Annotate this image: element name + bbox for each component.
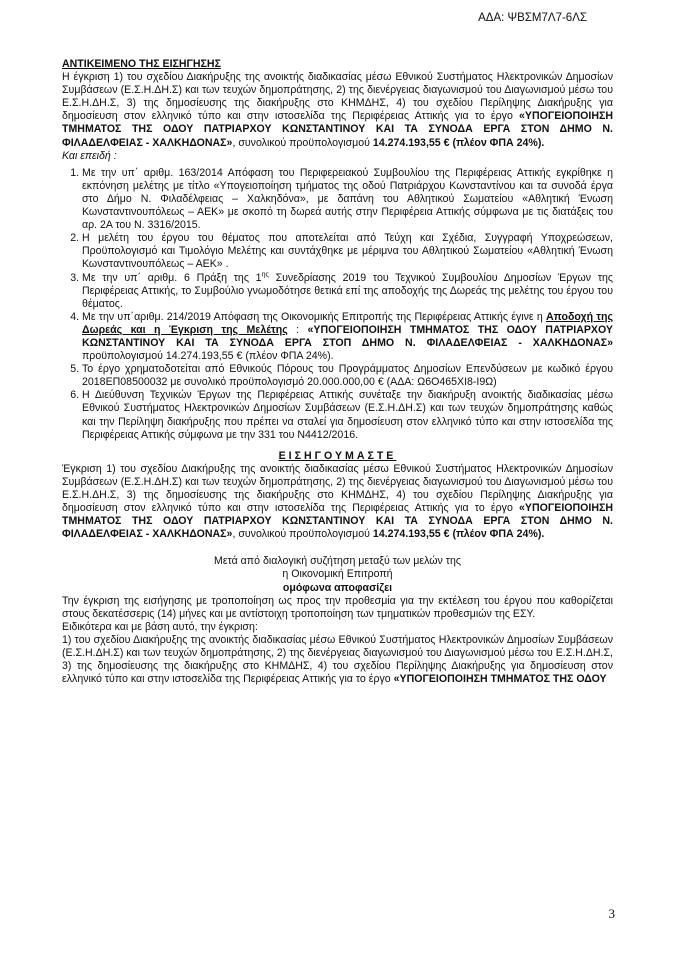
item-text: :	[287, 323, 308, 336]
subject-paragraph	[62, 71, 613, 150]
list-item: 2. Η μελέτη του έργου του θέματος που αποτελείται από Τεύχη και Σχέδια, Συγγραφή Υποχρεώσεων, Προϋπολογισμό και Τιμολόγιο Μελέτης και συντάχθηκε με μέριμνα του Αθλητικού Σωματείου «Αθλητική Ένωση Κωνσταντινουπόλεως – ΑΕΚ» .	[82, 232, 613, 271]
subject-budget: 14.274.193,55 € (πλέον ΦΠΑ 24%).	[372, 136, 545, 149]
decision-project: «ΥΠΟΓΕΙΟΠΟΙΗΣΗ ΤΜΗΜΑΤΟΣ ΤΗΣ ΟΔΟΥ	[393, 673, 607, 686]
proposal-budget-label: , συνολικού προϋπολογισμού	[232, 528, 373, 541]
item-text: προϋπολογισμού 14.274.193,55 € (πλέον ΦΠΑ 24%).	[82, 350, 334, 363]
decision-text-2: Ειδικότερα και με βάση αυτό, την έγκριση:	[62, 620, 258, 633]
item-superscript: ης	[261, 270, 269, 278]
list-item: 5. Το έργο χρηματοδοτείται από Εθνικούς Πόρους του Προγράμματος Δημοσίων Επενδύσεων με κωδικό έργου 2018ΕΠ08500032 με συνολικό προϋπολογισμό 20.000.000,00 € (ΑΔΑ: Ω6Ο465ΧΙ8-Ι9Ω)	[82, 363, 613, 389]
list-item: 6. Η Διεύθυνση Τεχνικών Έργων της Περιφέρειας Αττικής συνέταξε την διακήρυξη ανοικτής διαδικασίας μέσω Εθνικού Συστήματος Ηλεκτρονικών Δημοσίων Συμβάσεων (Ε.Σ.Η.ΔΗ.Σ) και των τευχών δημοπράτησης καθώς και την Περίληψη διακήρυξης που πρέπει να σταλεί για δημοσίευση στον ελληνικό τύπο και στην ιστοσελίδα της Περιφέρειας Αττικής σύμφωνα με την 331 του Ν4412/2016.	[82, 389, 613, 441]
reasons-list	[62, 167, 613, 442]
ada-code: ΑΔΑ: ΨΒΣΜ7Λ7-6ΛΣ	[478, 12, 587, 24]
decision-body: 1) του σχεδίου Διακήρυξης της ανοικτής διαδικασίας μέσω Εθνικού Συστήματος Ηλεκτρονικών Δημοσίων Συμβάσεων (Ε.Σ.Η.ΔΗ.Σ) και των τευχών δημοπράτησης, 2) της διενέργειας διαγωνισμού του Διαγωνισμού μέσω του Ε.Σ.Η.ΔΗ.Σ, 3) της δημοσίευσης της διακήρυξης στο ΚΗΜΔΗΣ, 4) του σχεδίου Περίληψης Διακήρυξης για δημοσίευση στον ελληνικό τύπο και στην ιστοσελίδα της Περιφέρειας Αττικής για το έργο	[62, 633, 613, 686]
subject-text: Η έγκριση 1) του σχεδίου Διακήρυξης της ανοικτής διαδικασίας μέσω Εθνικού Συστήματος Ηλεκτρονικών Δημοσίων Συμβάσεων (Ε.Σ.Η.ΔΗ.Σ) και των τευχών δημοπράτησης, 2) της διενέργειας διαγωνισμού του Διαγωνισμού μέσω του Ε.Σ.Η.ΔΗ.Σ, 3) της δημοσίευσης της διακήρυξης στο ΚΗΜΔΗΣ, 4) του σχεδίου Περίληψης Διακήρυξης για δημοσίευση στον ελληνικό τύπο και στην ιστοσελίδα της Περιφέρειας Αττικής για το έργο	[62, 71, 613, 123]
page-number: 3	[608, 906, 615, 921]
item-text: Συνεδρίασης 2019 του Τεχνικού Συμβουλίου Δημοσίων Έργων της Περιφέρειας Αττικής, το Συμβούλιο γνωμοδότησε θετικά επί της αποδοχής της Δωρεάς της μελέτης του έργου του θέματος.	[82, 271, 613, 310]
decision-line-1: Μετά από διαλογική συζήτηση μεταξύ των μελών της	[214, 555, 461, 568]
list-item	[82, 311, 613, 363]
proposal-paragraph	[62, 463, 613, 542]
section-title-subject: ΑΝΤΙΚΕΙΜΕΝΟ ΤΗΣ ΕΙΣΗΓΗΣΗΣ	[62, 58, 221, 70]
item-text: Με την υπ΄αριθμ. 214/2019 Απόφαση της Οικονομικής Επιτροπής της Περιφέρειας Αττικής έγινε η	[82, 310, 547, 323]
list-item: 1. Με την υπ΄ αριθμ. 163/2014 Απόφαση του Περιφερειακού Συμβουλίου της Περιφέρειας Αττικής εγκρίθηκε η εκπόνηση μελέτης με τίτλο «Υπογειοποίηση τμήματος της οδού Πατριάρχου Κωνσταντίνου και τα συνοδά έργα στο Δήμο Ν. Φιλαδέλφειας – Χαλκηδόνα», με δαπάνη του Αθλητικού Σωματείου «Αθλητική Ένωση Κωνσταντινουπόλεως – ΑΕΚ» με σκοπό τη δωρεά αυτής στην Περιφέρεια Αττικής σύμφωνα με τις διατάξεις του αρ. 2Α του Ν. 3316/2015.	[82, 167, 613, 232]
item-project: «ΥΠΟΓΕΙΟΠΟΙΗΣΗ ΤΜΗΜΑΤΟΣ ΤΗΣ ΟΔΟΥ ΠΑΤΡΙΑΡΧΟΥ ΚΩΝΣΤΑΝΤΙΝΟΥ ΚΑΙ ΤΑ ΣΥΝΟΔΑ ΕΡΓΑ ΣΤΟΠ ΔΗΜΟ Ν. ΦΙΛΑΔΕΛΦΕΙΑΣ - ΧΑΛΚΗΔΟΝΑΣ»	[82, 323, 613, 349]
subject-budget-label: , συνολικού προϋπολογισμού	[232, 136, 373, 149]
list-item	[82, 272, 613, 311]
item-emphasis: Αποδοχή της Δωρεάς και η Έγκριση της Μελέτης	[82, 310, 613, 336]
document-body	[62, 58, 613, 686]
proposal-budget: 14.274.193,55 € (πλέον ΦΠΑ 24%).	[372, 528, 545, 541]
proposal-project: «ΥΠΟΓΕΙΟΠΟΙΗΣΗ ΤΜΗΜΑΤΟΣ ΤΗΣ ΟΔΟΥ ΠΑΤΡΙΑΡΧΟΥ ΚΩΝΣΤΑΝΤΙΝΟΥ ΚΑΙ ΤΑ ΣΥΝΟΔΑ ΕΡΓΑ ΣΤΟΝ ΔΗΜΟ Ν. ΦΙΛΑΔΕΛΦΕΙΑΣ - ΧΑΛΚΗΔΟΝΑΣ»	[62, 502, 613, 541]
section-title-proposal: ΕΙΣΗΓΟΥΜΑΣΤΕ	[278, 449, 397, 462]
decision-line-3: ομόφωνα αποφασίζει	[282, 581, 393, 594]
item-text: Με την υπ΄ αριθμ. 6 Πράξη της 1	[82, 271, 262, 284]
decision-line-2: η Οικονομική Επιτροπή	[282, 568, 393, 581]
subject-project: «ΥΠΟΓΕΙΟΠΟΙΗΣΗ ΤΜΗΜΑΤΟΣ ΤΗΣ ΟΔΟΥ ΠΑΤΡΙΑΡΧΟΥ ΚΩΝΣΤΑΝΤΙΝΟΥ ΚΑΙ ΤΑ ΣΥΝΟΔΑ ΕΡΓΑ ΣΤΟΝ ΔΗΜΟ Ν. ΦΙΛΑΔΕΛΦΕΙΑΣ - ΧΑΛΚΗΔΟΝΑΣ»	[62, 110, 613, 149]
decision-text-1: Την έγκριση της εισήγησης με τροποποίηση ως προς την προθεσμία για την εκτέλεση του έργου που καθορίζεται στους δεκατέσσερις (14) μήνες και με αντίστοιχη τροποποίηση των τμηματικών προθεσμιών της ΕΣΥ.	[62, 594, 613, 620]
proposal-text: Έγκριση 1) του σχεδίου Διακήρυξης της ανοικτής διαδικασίας μέσω Εθνικού Συστήματος Ηλεκτρονικών Δημοσίων Συμβάσεων (Ε.Σ.Η.ΔΗ.Σ) και των τευχών δημοπράτησης, 2) της διενέργειας διαγωνισμού του Διαγωνισμού μέσω του Ε.Σ.Η.ΔΗ.Σ, 3) της δημοσίευσης της διακήρυξης στο ΚΗΜΔΗΣ, 4) του σχεδίου Περίληψης Διακήρυξης για δημοσίευση στον ελληνικό τύπο και στην ιστοσελίδα της Περιφέρειας Αττικής για το έργο	[62, 462, 613, 515]
since-label: Και επειδή :	[62, 149, 117, 162]
decision-text-3	[62, 634, 613, 686]
